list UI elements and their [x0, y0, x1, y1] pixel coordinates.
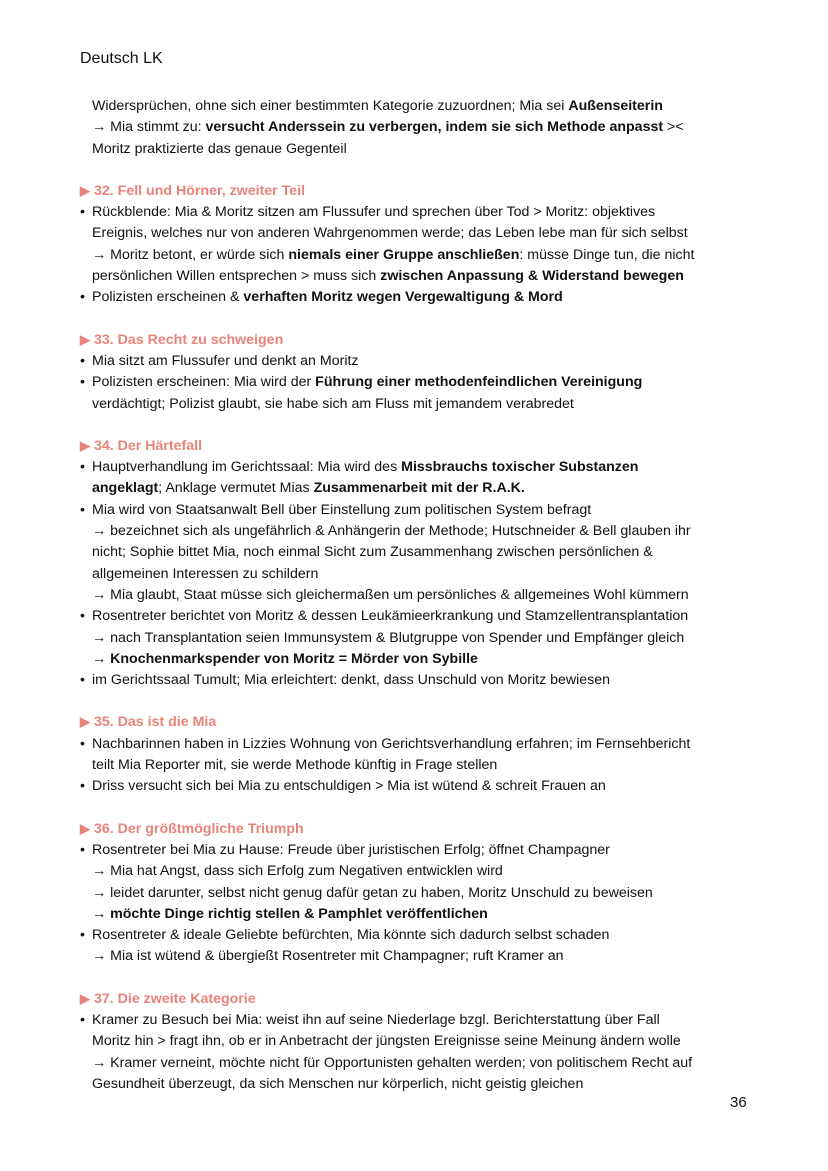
text: persönlichen Willen entsprechen > muss sich	[92, 268, 381, 285]
section-heading-32	[80, 180, 760, 202]
bold-text: niemals einer Gruppe anschließen	[288, 246, 520, 263]
list-item	[80, 372, 760, 393]
bold-text: Knochenmarkspender von Moritz = Mörder von Sybille	[110, 650, 478, 667]
list-item-continuation: → nach Transplantation seien Immunsystem & Blutgruppe von Spender und Empfänger gleich	[92, 629, 685, 646]
list-item-continuation	[80, 478, 760, 499]
section-heading-36	[80, 818, 760, 840]
list-item-continuation	[80, 266, 760, 287]
section-heading-35	[80, 711, 760, 733]
list-item-continuation: → bezeichnet sich als ungefährlich & Anhängerin der Methode; Hutschneider & Bell glauben ihr	[92, 523, 691, 540]
play-triangle-icon: ▶	[80, 437, 90, 453]
list-item-continuation: teilt Mia Reporter mit, sie werde Methode künftig in Frage stellen	[92, 757, 498, 774]
heading-text: 37. Die zweite Kategorie	[94, 990, 256, 1007]
section-heading-37	[80, 988, 760, 1010]
text: ><	[663, 119, 684, 136]
page-number: 36	[730, 1094, 747, 1111]
section-heading-33	[80, 329, 760, 351]
bold-text: Außenseiterin	[568, 98, 663, 114]
list-item: • Driss versucht sich bei Mia zu entschuldigen > Mia ist wütend & schreit Frauen an	[80, 776, 760, 797]
list-item-continuation: Ereignis, welches nur von anderen Wahrgenommen werde; das Leben lebe man für sich selbst	[92, 225, 688, 242]
heading-text: 32. Fell und Hörner, zweiter Teil	[94, 182, 306, 199]
list-item: • Rosentreter berichtet von Moritz & dessen Leukämieerkrankung und Stamzellentransplantation	[80, 606, 760, 627]
bold-text: angeklagt	[92, 480, 159, 497]
list-item: • Kramer zu Besuch bei Mia: weist ihn auf seine Niederlage bzgl. Berichterstattung über Fall	[80, 1010, 760, 1031]
list-item: • Rosentreter & ideale Geliebte befürchten, Mia könnte sich dadurch selbst schaden	[80, 925, 760, 946]
list-item	[80, 287, 760, 308]
heading-text: 34. Der Härtefall	[94, 437, 203, 454]
bold-text: Führung einer methodenfeindlichen Vereinigung	[315, 374, 643, 391]
heading-text: 33. Das Recht zu schweigen	[94, 331, 284, 348]
list-item-continuation: verdächtigt; Polizist glaubt, sie habe sich am Fluss mit jemandem verabredet	[92, 395, 574, 412]
text: Polizisten erscheinen &	[92, 289, 244, 306]
bold-text: zwischen Anpassung & Widerstand bewegen	[380, 268, 684, 285]
text: → Mia stimmt zu:	[92, 119, 206, 136]
list-item-continuation	[80, 649, 760, 670]
play-triangle-icon: ▶	[80, 331, 90, 347]
list-item-continuation: → leidet darunter, selbst nicht genug dafür getan zu haben, Moritz Unschuld zu beweisen	[92, 884, 653, 901]
list-item-continuation: → Kramer verneint, möchte nicht für Opportunisten gehalten werden; von politischem Recht auf	[92, 1054, 693, 1071]
list-item: • Mia sitzt am Flussufer und denkt an Moritz	[80, 351, 760, 372]
intro-line	[80, 96, 760, 117]
intro-line: Moritz praktizierte das genaue Gegenteil	[92, 140, 347, 157]
bold-text: Missbrauchs toxischer Substanzen	[401, 459, 639, 476]
list-item-continuation: → Mia hat Angst, dass sich Erfolg zum Negativen entwicklen wird	[92, 863, 503, 880]
play-triangle-icon: ▶	[80, 182, 90, 198]
list-item-continuation: → Mia ist wütend & übergießt Rosentreter mit Champagner; ruft Kramer an	[92, 948, 564, 965]
bold-text: möchte Dinge richtig stellen & Pamphlet veröffentlichen	[110, 905, 488, 922]
heading-text: 36. Der größtmögliche Triumph	[94, 820, 304, 837]
document-body	[80, 96, 760, 1095]
text: → Moritz betont, er würde sich	[92, 246, 289, 263]
list-item-continuation: allgemeinen Interessen zu schildern	[92, 565, 319, 582]
page-header-title: Deutsch LK	[80, 50, 163, 67]
heading-text: 35. Das ist die Mia	[94, 714, 217, 731]
bold-text: versucht Anderssein zu verbergen, indem sie sich Methode anpasst	[205, 119, 664, 136]
bold-text: verhaften Moritz wegen Vergewaltigung & Mord	[243, 289, 563, 306]
play-triangle-icon: ▶	[80, 714, 90, 730]
text: Hauptverhandlung im Gerichtssaal: Mia wird des	[92, 459, 402, 476]
play-triangle-icon: ▶	[80, 820, 90, 836]
list-item	[80, 457, 760, 478]
text: Polizisten erscheinen: Mia wird der	[92, 374, 316, 391]
list-item-continuation: Moritz hin > fragt ihn, ob er in Anbetracht der jüngsten Ereignisse seine Meinung ändern wolle	[92, 1033, 681, 1050]
section-heading-34	[80, 435, 760, 457]
list-item-continuation: Gesundheit überzeugt, da sich Menschen nur körperlich, nicht geistig gleichen	[92, 1075, 584, 1092]
list-item-continuation: nicht; Sophie bittet Mia, noch einmal Sicht zum Zusammenhang zwischen persönlichen &	[92, 544, 653, 561]
text: Widersprüchen, ohne sich einer bestimmten Kategorie zuzuordnen; Mia sei	[92, 98, 569, 114]
text: →	[92, 650, 111, 667]
bold-text: Zusammenarbeit mit der R.A.K.	[313, 480, 525, 497]
intro-line	[80, 117, 760, 138]
list-item: • im Gerichtssaal Tumult; Mia erleichtert: denkt, dass Unschuld von Moritz bewiesen	[80, 670, 760, 691]
list-item: • Mia wird von Staatsanwalt Bell über Einstellung zum politischen System befragt	[80, 500, 760, 521]
text: →	[92, 905, 111, 922]
list-item-continuation	[80, 904, 760, 925]
list-item: • Rückblende: Mia & Moritz sitzen am Flussufer und sprechen über Tod > Moritz: objektives	[80, 202, 760, 223]
list-item: • Nachbarinnen haben in Lizzies Wohnung von Gerichtsverhandlung erfahren; im Fernsehbericht	[80, 734, 760, 755]
list-item: • Rosentreter bei Mia zu Hause: Freude über juristischen Erfolg; öffnet Champagner	[80, 840, 760, 861]
list-item-continuation	[80, 245, 760, 266]
text: ; Anklage vermutet Mias	[158, 480, 314, 497]
play-triangle-icon: ▶	[80, 990, 90, 1006]
text: : müsse Dinge tun, die nicht	[519, 246, 695, 263]
list-item-continuation: → Mia glaubt, Staat müsse sich gleichermaßen um persönliches & allgemeines Wohl kümmern	[92, 586, 689, 603]
